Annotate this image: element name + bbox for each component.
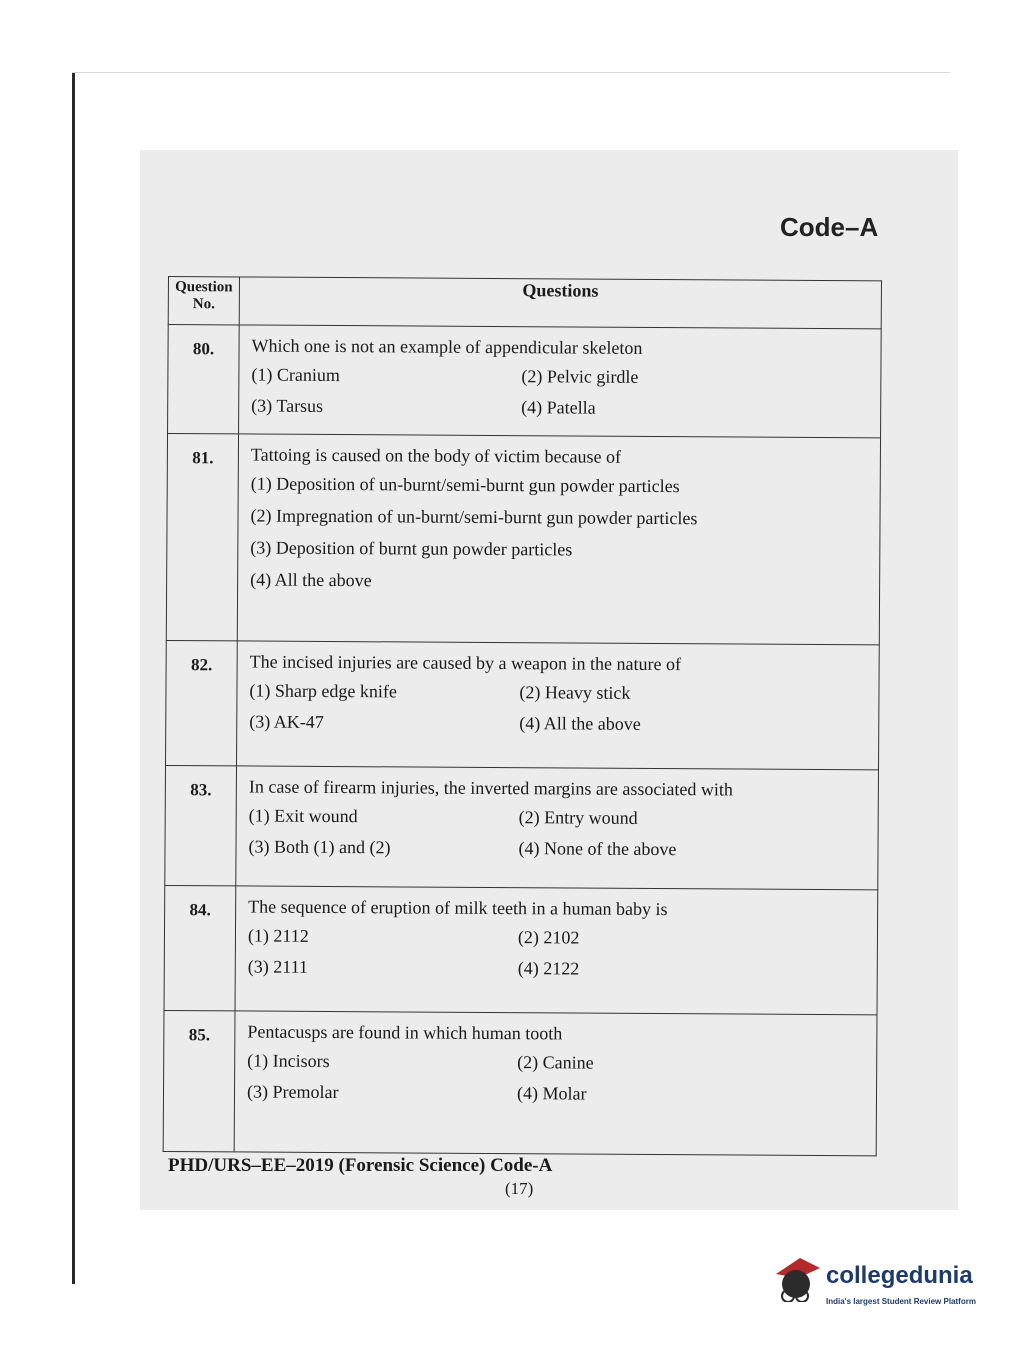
option-1: (1) 2112 <box>247 925 309 947</box>
options <box>249 680 866 736</box>
options <box>247 1051 864 1107</box>
question-number: 82. <box>166 640 238 765</box>
option-1: (1) Exit wound <box>248 805 358 826</box>
question-body <box>239 325 882 438</box>
question-row <box>166 640 880 769</box>
brand-tagline: India's largest Student Review Platform <box>826 1297 976 1306</box>
question-stem: Which one is not an example of appendicular skeleton <box>251 335 643 358</box>
option-4: (4) All the above <box>250 569 372 590</box>
options <box>248 926 865 982</box>
question-body <box>234 1011 877 1156</box>
page-number: (17) <box>505 1179 534 1198</box>
option-3: (3) Both (1) and (2) <box>248 836 391 858</box>
options <box>248 805 865 861</box>
option-2: (2) Impregnation of un-burnt/semi-burnt gun powder particles <box>250 505 698 528</box>
question-stem: In case of firearm injuries, the inverted margins are associated with <box>248 776 733 800</box>
code-label: Code–A <box>780 212 879 242</box>
option-1: (1) Incisors <box>247 1050 330 1072</box>
question-body <box>237 641 880 770</box>
question-number: 84. <box>164 886 236 1011</box>
question-stem: The incised injuries are caused by a weapon in the nature of <box>249 651 682 675</box>
option-3: (3) Premolar <box>246 1081 339 1103</box>
brand-name: collegedunia <box>826 1262 973 1289</box>
scan-top-edge <box>72 72 950 73</box>
question-row <box>168 325 882 438</box>
option-2: (2) 2102 <box>517 927 580 948</box>
header-questions: Questions <box>239 277 881 329</box>
option-2: (2) Pelvic girdle <box>521 366 639 387</box>
option-1: (1) Sharp edge knife <box>249 680 397 702</box>
options <box>251 365 868 421</box>
option-2: (2) Heavy stick <box>519 682 631 703</box>
option-2: (2) Canine <box>517 1052 594 1073</box>
question-number: 80. <box>168 325 240 434</box>
mascot-icon <box>770 1254 822 1314</box>
option-1: (1) Cranium <box>251 364 340 386</box>
option-3: (3) Deposition of burnt gun powder particles <box>250 537 573 560</box>
header-question-no: Question No. <box>168 277 239 325</box>
question-row <box>164 886 878 1015</box>
option-4: (4) Molar <box>516 1083 587 1104</box>
question-body <box>237 434 880 645</box>
question-body <box>235 886 878 1015</box>
question-row <box>163 1011 877 1156</box>
question-stem: The sequence of eruption of milk teeth in a human baby is <box>248 896 668 920</box>
question-number: 81. <box>166 433 238 641</box>
option-3: (3) 2111 <box>247 956 308 978</box>
question-number: 85. <box>163 1011 235 1152</box>
question-body <box>236 766 879 891</box>
collegedunia-logo <box>770 1250 1000 1320</box>
scan-edge <box>72 72 75 1284</box>
option-3: (3) Tarsus <box>251 395 324 416</box>
option-4: (4) None of the above <box>518 837 677 859</box>
question-stem: Pentacusps are found in which human tooth <box>247 1021 563 1044</box>
question-number: 83. <box>165 765 237 886</box>
option-4: (4) All the above <box>519 713 641 734</box>
options <box>250 473 868 594</box>
question-row <box>165 765 879 890</box>
option-4: (4) 2122 <box>517 958 580 979</box>
option-1: (1) Deposition of un-burnt/semi-burnt gun powder particles <box>250 473 680 496</box>
question-table <box>163 276 882 1156</box>
question-stem: Tattoing is caused on the body of victim because of <box>250 444 622 467</box>
footer-code: PHD/URS–EE–2019 (Forensic Science) Code-A <box>168 1155 553 1176</box>
option-3: (3) AK-47 <box>249 711 324 732</box>
question-rows <box>163 325 881 1156</box>
option-4: (4) Patella <box>521 397 596 418</box>
option-2: (2) Entry wound <box>518 806 638 828</box>
question-row <box>166 433 880 645</box>
